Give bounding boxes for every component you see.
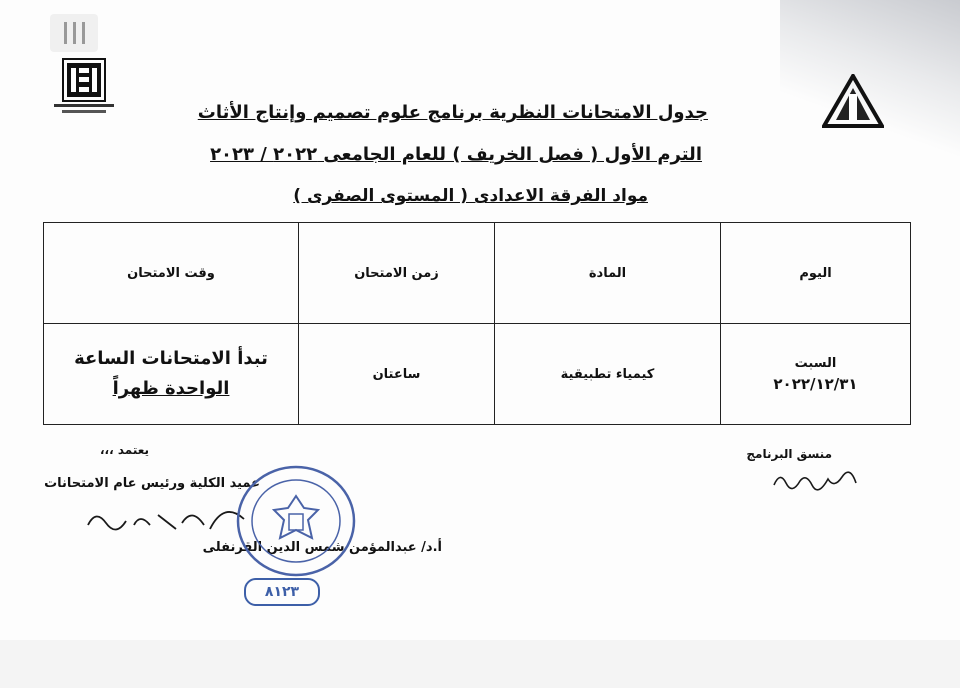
schedule-title: جدول الامتحانات النظرية برنامج علوم تصميم وإنتاج الأثاث bbox=[197, 102, 708, 123]
college-logo-icon bbox=[62, 58, 106, 102]
dean-name: أ.د/ عبدالمؤمن شمس الدين القرنفلى bbox=[202, 540, 442, 555]
cell-subject: كيمياء تطبيقية bbox=[495, 324, 721, 425]
cell-duration: ساعتان bbox=[299, 324, 495, 425]
serial-number: ٨١٢٣ bbox=[244, 578, 320, 606]
time-line2: الواحدة ظهراً bbox=[112, 378, 230, 399]
exam-schedule-table bbox=[43, 222, 911, 425]
header-time: وقت الامتحان bbox=[44, 223, 299, 324]
table-header-row bbox=[44, 223, 911, 324]
dean-title: عميد الكلية ورئيس عام الامتحانات bbox=[44, 476, 260, 491]
page-bottom-margin bbox=[0, 640, 960, 688]
coordinator-signature bbox=[770, 465, 860, 495]
coordinator-label: منسق البرنامج bbox=[746, 447, 832, 461]
eagle-seal-icon bbox=[234, 462, 358, 580]
exam-date: ٢٠٢٢/١٢/٣١ bbox=[773, 374, 858, 393]
table-row bbox=[44, 324, 911, 425]
cell-time bbox=[44, 324, 299, 425]
header-subject: المادة bbox=[495, 223, 721, 324]
semester-title: الترم الأول ( فصل الخريف ) للعام الجامعى ٢٠٢٢ / ٢٠٢٣ bbox=[210, 144, 702, 165]
day-name: السبت bbox=[794, 355, 837, 371]
approve-label: يعتمد ،،، bbox=[99, 443, 149, 457]
dean-signature bbox=[80, 495, 260, 537]
header-day: اليوم bbox=[721, 223, 911, 324]
college-logo-caption bbox=[48, 102, 120, 116]
university-logo-icon bbox=[822, 74, 884, 130]
cell-day bbox=[721, 324, 911, 425]
menu-lines-icon[interactable] bbox=[50, 14, 98, 52]
level-title: مواد الفرقة الاعدادى ( المستوى الصفرى ) bbox=[293, 186, 648, 206]
header-duration: زمن الامتحان bbox=[299, 223, 495, 324]
time-line1: تبدأ الامتحانات الساعة bbox=[74, 348, 268, 369]
